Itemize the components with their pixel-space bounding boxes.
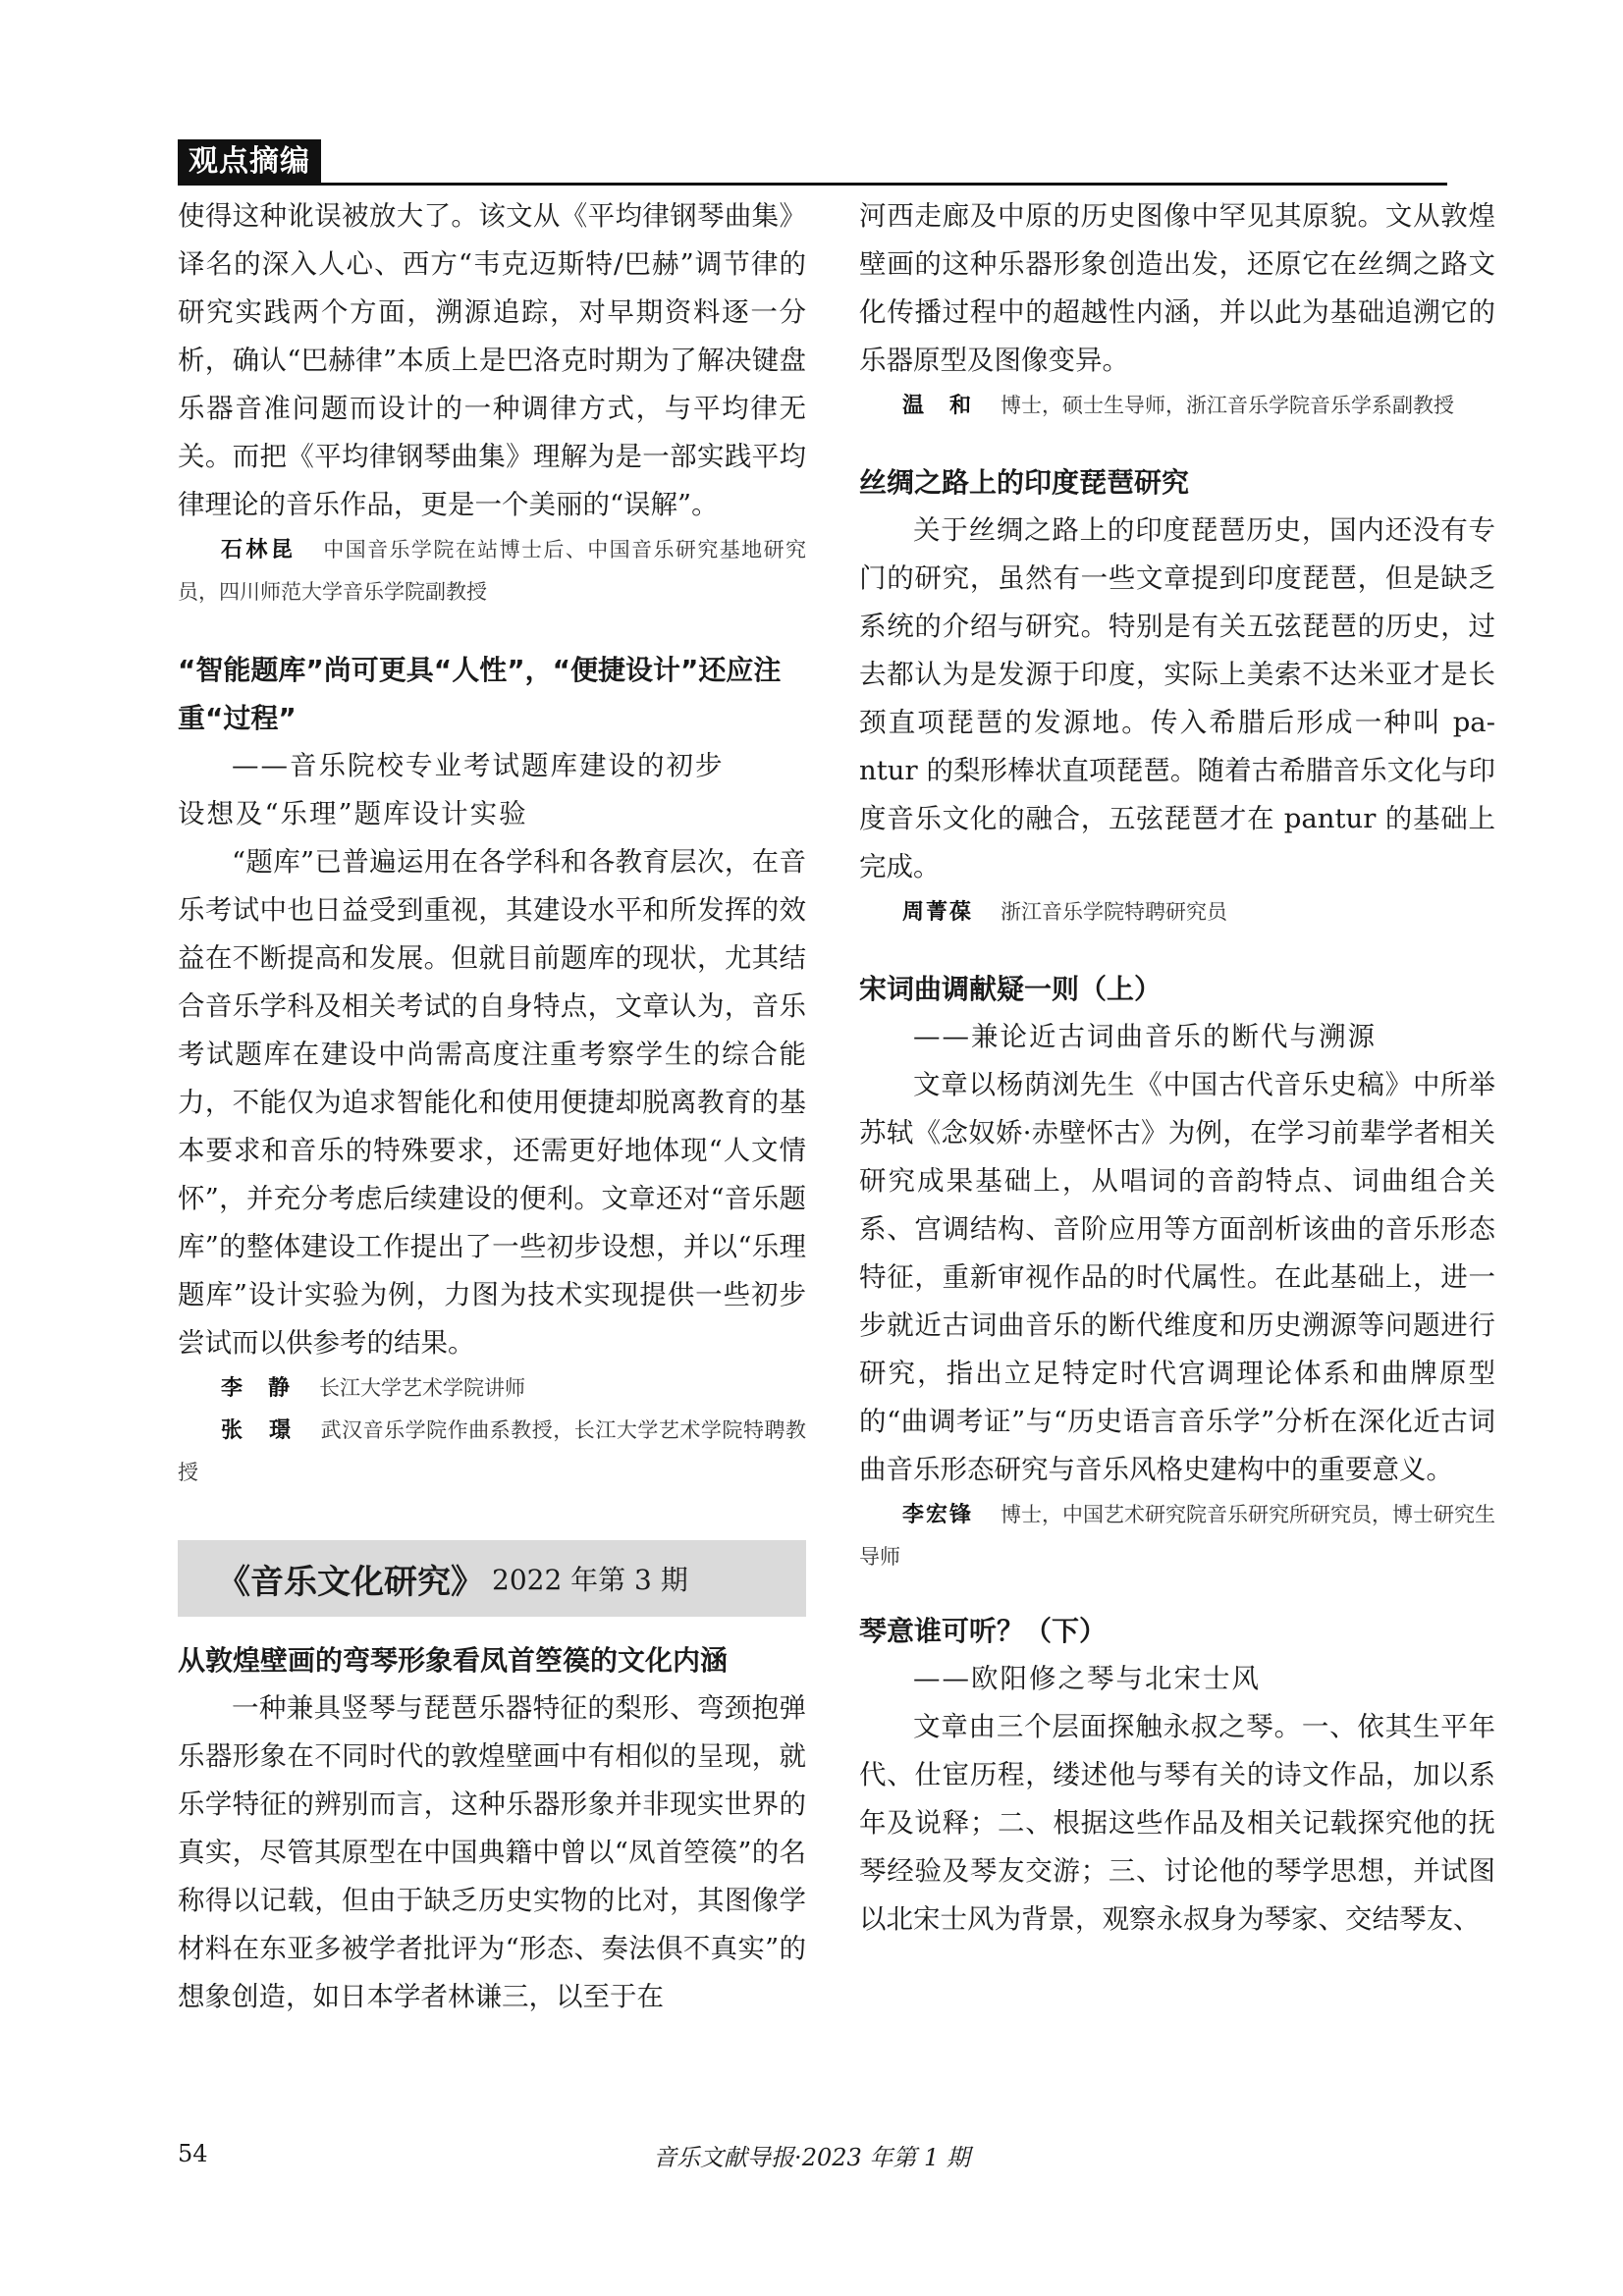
- article-title-5: 宋词曲调献疑一则（上）: [859, 973, 1163, 1005]
- right-paragraph-4: 文章由三个层面探触永叔之琴。一、依其生平年代、仕宦历程，缕述他与琴有关的诗文作品，加以系年及说释；二、根据这些作品及相关记载探究他的抚琴经验及琴友交游；三、讨论他的琴学思想，并试图以北宋士风为背景，观察永叔身为琴家、交结琴友、: [859, 1711, 1495, 1935]
- author-desc: 博士，硕士生导师，浙江音乐学院音乐学系副教授: [1001, 394, 1455, 417]
- left-paragraph-3: 一种兼具竖琴与琵琶乐器特征的梨形、弯颈抱弹乐器形象在不同时代的敦煌壁画中有相似的呈现，就乐学特征的辨别而言，这种乐器形象并非现实世界的真实，尽管其原型在中国典籍中曾以“凤首箜篌”的名称得以记载，但由于缺乏历史实物的比对，其图像学材料在东亚多被学者批评为“形态、奏法俱不真实”的想象创造，如日本学者林谦三，以至于在: [178, 1692, 806, 2012]
- author-line-3: [178, 1410, 806, 1493]
- author-desc: 博士，中国艺术研究院音乐研究所研究员，博士研究生导师: [859, 1503, 1496, 1569]
- right-paragraph-3: 文章以杨荫浏先生《中国古代音乐史稿》中所举苏轼《念奴娇·赤壁怀古》为例，在学习前辈学者相关研究成果基础上，从唱词的音韵特点、词曲组合关系、宫调结构、音阶应用等方面剖析该曲的音乐形态特征，重新审视作品的时代属性。在此基础上，进一步就近古词曲音乐的断代维度和历史溯源等问题进行研究，指出立足特定时代宫调理论体系和曲牌原型的“曲调考证”与“历史语言音乐学”分析在深化近古词曲音乐形态研究与音乐风格史建构中的重要意义。: [859, 1069, 1495, 1485]
- author-name: 李 静: [221, 1376, 293, 1401]
- article-title-2: “智能题库”尚可更具“人性”，“便捷设计”还应注重“过程”: [178, 654, 782, 734]
- author-line-2: [178, 1367, 806, 1410]
- section-tag: 观点摘编: [178, 139, 321, 185]
- right-paragraph-1: 河西走廊及中原的历史图像中罕见其原貌。文从敦煌壁画的这种乐器形象创造出发，还原它在丝绸之路文化传播过程中的超越性内涵，并以此为基础追溯它的乐器原型及图像变异。: [859, 200, 1495, 376]
- author-line-4: [859, 385, 1495, 427]
- author-name: 张 璟: [221, 1418, 294, 1443]
- left-paragraph-2: “题库”已普遍运用在各学科和各教育层次，在音乐考试中也日益受到重视，其建设水平和所发挥的效益在不断提高和发展。但就目前题库的现状，尤其结合音乐学科及相关考试的自身特点，文章认为，音乐考试题库在建设中尚需高度注重考察学生的综合能力，不能仅为追求智能化和使用便捷却脱离教育的基本要求和音乐的特殊要求，还需更好地体现“人文情怀”，并充分考虑后续建设的便利。文章还对“音乐题库”的整体建设工作提出了一些初步设想，并以“乐理题库”设计实验为例，力图为技术实现提供一些初步尝试而以供参考的结果。: [178, 846, 806, 1359]
- footer-journal: 音乐文献导报·2023 年第 1 期: [653, 2144, 970, 2171]
- article-title-4: 丝绸之路上的印度琵琶研究: [859, 466, 1190, 499]
- article-subtitle-2b: 设想及“乐理”题库设计实验: [178, 798, 528, 829]
- author-desc: 浙江音乐学院特聘研究员: [1001, 900, 1228, 924]
- article-title-6: 琴意谁可听？（下）: [859, 1615, 1108, 1647]
- journal-issue: 2022 年第 3 期: [492, 1564, 688, 1596]
- page-number: 54: [178, 2140, 208, 2167]
- header-rule: [178, 183, 1447, 186]
- article-subtitle-2a: ——音乐院校专业考试题库建设的初步: [232, 750, 725, 781]
- article-title-3: 从敦煌壁画的弯琴形象看凤首箜篌的文化内涵: [178, 1644, 729, 1677]
- author-line-1: [178, 529, 806, 613]
- author-name: 周菁葆: [902, 900, 974, 925]
- left-column: [178, 192, 806, 2021]
- right-column: [859, 192, 1495, 1944]
- author-name: 温 和: [902, 394, 974, 418]
- author-desc: 中国音乐学院在站博士后、中国音乐研究基地研究员，四川师范大学音乐学院副教授: [178, 538, 806, 604]
- author-desc: 长江大学艺术学院讲师: [319, 1376, 526, 1400]
- left-paragraph-1: 使得这种讹误被放大了。该文从《平均律钢琴曲集》译名的深入人心、西方“韦克迈斯特/巴赫”调节律的研究实践两个方面，溯源追踪，对早期资料逐一分析，确认“巴赫律”本质上是巴洛克时期为了解决键盘乐器音准问题而设计的一种调律方式，与平均律无关。而把《平均律钢琴曲集》理解为是一部实践平均律理论的音乐作品，更是一个美丽的“误解”。: [178, 200, 806, 520]
- journal-band: [178, 1540, 806, 1617]
- author-name: 石林昆: [221, 538, 297, 562]
- author-line-6: [859, 1494, 1495, 1577]
- author-line-5: [859, 891, 1495, 934]
- journal-name: 《音乐文化研究》: [217, 1562, 484, 1602]
- article-subtitle-6: ——欧阳修之琴与北宋士风: [913, 1663, 1261, 1694]
- article-subtitle-5: ——兼论近古词曲音乐的断代与溯源: [913, 1021, 1377, 1052]
- author-name: 李宏锋: [902, 1503, 974, 1527]
- author-desc: 武汉音乐学院作曲系教授，长江大学艺术学院特聘教授: [178, 1418, 806, 1484]
- right-paragraph-2: 关于丝绸之路上的印度琵琶历史，国内还没有专门的研究，虽然有一些文章提到印度琵琶，但是缺乏系统的介绍与研究。特别是有关五弦琵琶的历史，过去都认为是发源于印度，实际上美索不达米亚才是长颈直项琵琶的发源地。传入希腊后形成一种叫 pa-ntur 的梨形棒状直项琵琶。随着古希腊音乐文化与印度音乐文化的融合，五弦琵琶才在 pantur 的基础上完成。: [859, 514, 1495, 882]
